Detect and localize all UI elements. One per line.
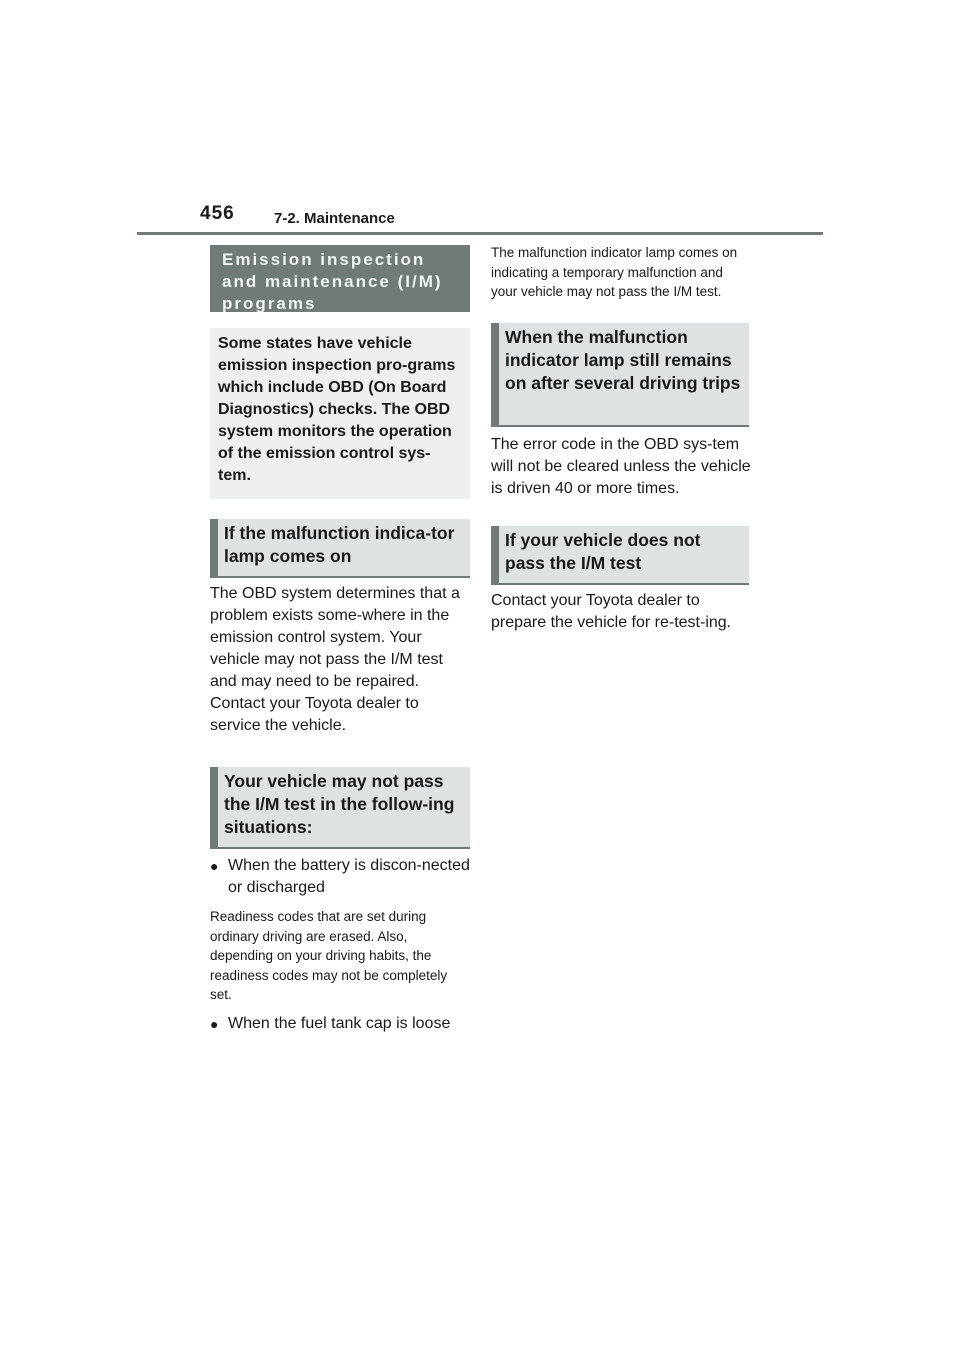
- bullet-fuel-cap-text: When the fuel tank cap is loose: [228, 1014, 451, 1032]
- subheading-malfunction-lamp: If the malfunction indica-tor lamp comes on: [210, 519, 470, 578]
- note-temporary-malfunction: The malfunction indicator lamp comes on indicating a temporary malfunction and your vehicle may not pass the I/M test.: [491, 245, 738, 299]
- section-title: Emission inspection and maintenance (I/M) programs: [210, 245, 470, 312]
- header-rule: [137, 232, 823, 235]
- left-column: [210, 245, 470, 1035]
- subheading-does-not-pass: If your vehicle does not pass the I/M test: [491, 526, 749, 585]
- paragraph-error-code: The error code in the OBD sys-tem will not be cleared unless the vehicle is driven 40 or more times.: [491, 435, 751, 497]
- bullet-battery: [210, 855, 470, 899]
- right-column: [491, 243, 751, 634]
- subheading-may-not-pass: Your vehicle may not pass the I/M test in the follow-ing situations:: [210, 767, 470, 849]
- section-label: 7-2. Maintenance: [274, 210, 395, 227]
- intro-box: Some states have vehicle emission inspection pro-grams which include OBD (On Board Diagnostics) checks. The OBD system monitors the operation of the emission control sys-tem.: [210, 328, 470, 499]
- note-readiness-codes: Readiness codes that are set during ordinary driving are erased. Also, depending on your driving habits, the readiness codes may not be completely set.: [210, 909, 448, 1002]
- paragraph-obd-problem: The OBD system determines that a problem exists some-where in the emission control system. Your vehicle may not pass the I/M test and may need to be repaired. Contact your Toyota dealer to service the vehicle.: [210, 585, 460, 734]
- page-number: 456: [200, 203, 235, 224]
- subheading-lamp-remains-on: When the malfunction indicator lamp still remains on after several driving trips: [491, 323, 749, 427]
- bullet-battery-text: When the battery is discon-nected or discharged: [228, 857, 470, 896]
- bullet-fuel-cap: [210, 1013, 470, 1035]
- paragraph-contact-dealer: Contact your Toyota dealer to prepare the vehicle for re-test-ing.: [491, 591, 732, 631]
